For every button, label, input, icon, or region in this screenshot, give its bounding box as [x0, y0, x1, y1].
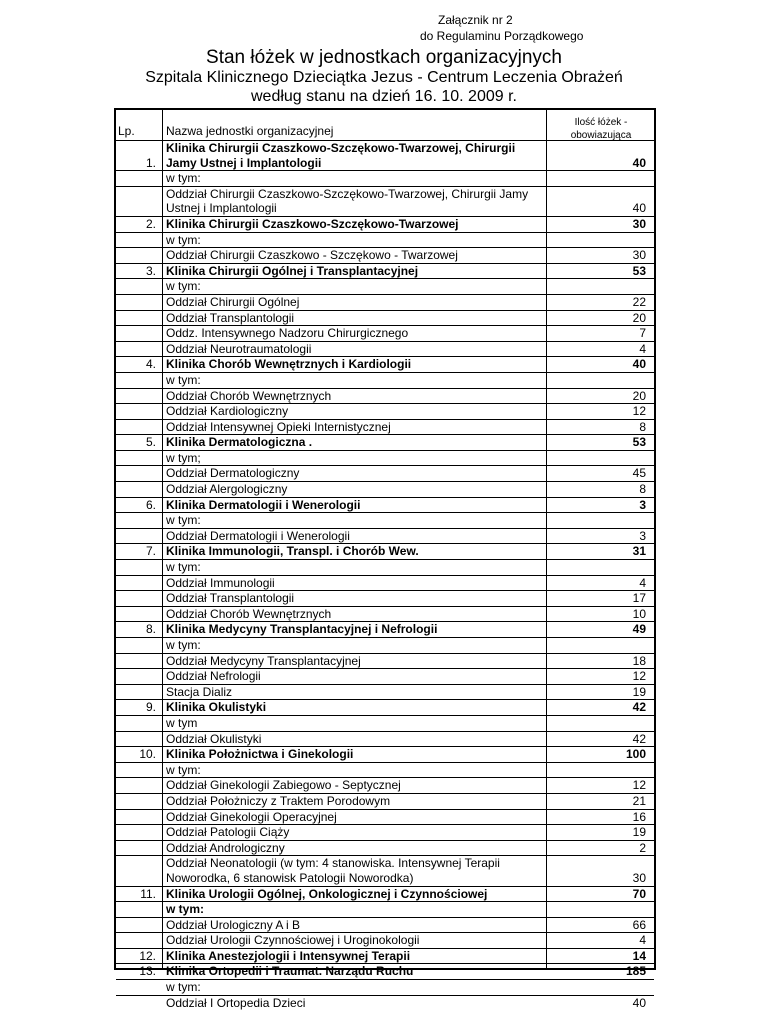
- table-row: [116, 465, 654, 481]
- table-row: [116, 653, 654, 669]
- row-bed-count: 3: [639, 528, 646, 543]
- row-unit-name: w tym:: [166, 560, 201, 575]
- row-lp: 4.: [145, 357, 156, 372]
- row-unit-name: w tym:: [166, 902, 205, 917]
- table-row: [116, 170, 654, 186]
- row-bed-count: 53: [632, 435, 646, 450]
- row-lp: 10.: [139, 747, 156, 762]
- row-unit-name: Klinika Immunologii, Transpl. i Chorób Wew.: [166, 544, 419, 559]
- table-row: [116, 793, 654, 809]
- table-row: [116, 809, 654, 825]
- row-unit-name: Oddział Neurotraumatologii: [166, 341, 312, 356]
- table-row: [116, 948, 654, 964]
- row-lp: 6.: [145, 497, 156, 512]
- row-unit-name: Oddział Andrologiczny: [166, 840, 285, 855]
- row-unit-name: Oddział Położniczy z Traktem Porodowym: [166, 793, 391, 808]
- table-row: [116, 497, 654, 513]
- row-bed-count: 20: [632, 310, 646, 325]
- row-unit-name: w tym:: [166, 372, 201, 387]
- document-subtitle: Szpitala Klinicznego Dzieciątka Jezus - Centrum Leczenia Obrażeń: [145, 69, 623, 86]
- row-unit-name: Oddział Intensywnej Opieki Internistycznej: [166, 419, 391, 434]
- row-bed-count: 66: [632, 917, 646, 932]
- row-bed-count: 31: [632, 544, 646, 559]
- table-row: [116, 528, 654, 544]
- row-unit-name: Oddział Dermatologiczny: [166, 466, 300, 481]
- row-unit-name: Stacja Dializ: [166, 684, 233, 699]
- row-bed-count: 100: [625, 747, 646, 762]
- row-bed-count: 19: [632, 825, 646, 840]
- row-unit-name: Oddział Chirurgii Ogólnej: [166, 294, 300, 309]
- row-bed-count: 12: [632, 669, 646, 684]
- document-title: Stan łóżek w jednostkach organizacyjnych: [206, 47, 562, 68]
- row-bed-count: 45: [632, 466, 646, 481]
- table-row: [116, 886, 654, 902]
- table-row: [116, 434, 654, 450]
- row-unit-name: Oddz. Intensywnego Nadzoru Chirurgicznego: [166, 326, 409, 341]
- row-unit-name: Klinika Anestezjologii i Intensywnej Terapii: [166, 948, 411, 963]
- table-row: [116, 637, 654, 653]
- beds-table: [114, 108, 656, 1010]
- row-bed-count: 30: [632, 248, 646, 263]
- row-unit-name: w tym:: [166, 279, 201, 294]
- table-row: [116, 590, 654, 606]
- row-unit-name: Oddział Neonatologii (w tym: 4 stanowiska. Intensywnej Terapii Noworodka, 6 stanowisk Patologii Noworodka): [166, 856, 500, 885]
- row-bed-count: 12: [632, 778, 646, 793]
- row-unit-name: Klinika Medycyny Transplantacyjnej i Nefrologii: [166, 622, 438, 637]
- row-lp: 13.: [139, 964, 156, 979]
- table-row: [116, 543, 654, 559]
- row-unit-name: Klinika Urologii Ogólnej, Onkologicznej i Czynnościowej: [166, 886, 488, 901]
- row-unit-name: Klinika Dermatologii i Wenerologii: [166, 497, 361, 512]
- row-bed-count: 42: [632, 700, 646, 715]
- table-row: [116, 606, 654, 622]
- table-row: [116, 621, 654, 637]
- row-bed-count: 30: [632, 216, 646, 231]
- row-bed-count: 21: [632, 793, 646, 808]
- table-row: [116, 186, 654, 216]
- row-unit-name: Oddział Chirurgii Czaszkowo-Szczękowo-Twarzowej, Chirurgii Jamy Ustnej i Implantologii: [166, 186, 529, 216]
- table-row: [116, 341, 654, 357]
- table-row: [116, 325, 654, 341]
- table-row: [116, 855, 654, 885]
- row-unit-name: Oddział Urologii Czynnościowej i Uroginokologii: [166, 933, 420, 948]
- row-lp: 9.: [145, 700, 156, 715]
- row-bed-count: 49: [632, 622, 646, 637]
- header-lp: Lp.: [118, 124, 135, 138]
- table-row: [116, 746, 654, 762]
- row-unit-name: w tym:: [166, 171, 201, 186]
- row-unit-name: Klinika Dermatologiczna .: [166, 435, 313, 450]
- row-bed-count: 40: [632, 155, 646, 170]
- table-row: [116, 684, 654, 700]
- row-unit-name: Klinika Okulistyki: [166, 700, 267, 715]
- table-row: [116, 356, 654, 372]
- row-bed-count: 4: [639, 933, 646, 948]
- row-unit-name: Oddział Nefrologii: [166, 669, 261, 684]
- row-lp: 3.: [145, 263, 156, 278]
- row-bed-count: 14: [632, 948, 646, 963]
- table-row: [116, 403, 654, 419]
- row-unit-name: w tym:: [166, 980, 201, 995]
- row-unit-name: Oddział Ginekologii Zabiegowo - Septycznej: [166, 778, 401, 793]
- row-unit-name: w tym: [166, 715, 198, 730]
- table-row: [116, 450, 654, 466]
- row-bed-count: 12: [632, 404, 646, 419]
- table-row: [116, 310, 654, 326]
- row-bed-count: 40: [632, 201, 646, 216]
- table-row: [116, 232, 654, 248]
- row-bed-count: 10: [632, 606, 646, 621]
- row-bed-count: 8: [639, 482, 646, 497]
- row-lp: 2.: [145, 216, 156, 231]
- row-bed-count: 4: [639, 341, 646, 356]
- row-unit-name: Klinika Ortopedii i Traumat. Narządu Ruchu: [166, 964, 414, 979]
- table-row: [116, 512, 654, 528]
- table-row: [116, 388, 654, 404]
- row-unit-name: w tym:: [166, 762, 201, 777]
- row-unit-name: Oddział Transplantologii: [166, 591, 295, 606]
- row-unit-name: Oddział Medycyny Transplantacyjnej: [166, 653, 361, 668]
- table-row: [116, 777, 654, 793]
- header-name: Nazwa jednostki organizacyjnej: [166, 124, 334, 138]
- row-unit-name: Oddział Patologii Ciąży: [166, 825, 290, 840]
- row-unit-name: Oddział Chorób Wewnętrznych: [166, 388, 332, 403]
- table-row: [116, 917, 654, 933]
- header-count: Ilość łóżek - obowiazująca: [570, 117, 632, 141]
- row-unit-name: w tym;: [166, 450, 201, 465]
- table-row: [116, 419, 654, 435]
- row-bed-count: 42: [632, 731, 646, 746]
- table-row: [116, 824, 654, 840]
- annex-number: Załącznik nr 2: [438, 13, 513, 27]
- table-row: [116, 559, 654, 575]
- row-lp: 5.: [145, 435, 156, 450]
- table-row: [116, 963, 654, 979]
- table-row: [116, 263, 654, 279]
- table-row: [116, 216, 654, 232]
- table-row: [116, 715, 654, 731]
- row-unit-name: Klinika Chirurgii Czaszkowo-Szczękowo-Twarzowej: [166, 216, 459, 231]
- row-bed-count: 22: [632, 294, 646, 309]
- row-unit-name: Oddział Chorób Wewnętrznych: [166, 606, 332, 621]
- table-row: [116, 278, 654, 294]
- row-bed-count: 20: [632, 388, 646, 403]
- row-unit-name: Oddział Urologiczny A i B: [166, 917, 301, 932]
- row-bed-count: 16: [632, 809, 646, 824]
- table-row: [116, 294, 654, 310]
- row-unit-name: w tym:: [166, 638, 201, 652]
- row-unit-name: Oddział Immunologii: [166, 575, 275, 590]
- row-unit-name: Oddział Alergologiczny: [166, 482, 288, 497]
- document-date: według stanu na dzień 16. 10. 2009 r.: [251, 88, 517, 105]
- table-row: [116, 699, 654, 715]
- row-lp: 8.: [145, 622, 156, 637]
- table-row: [116, 372, 654, 388]
- row-unit-name: w tym:: [166, 513, 201, 528]
- annex-regulation: do Regulaminu Porządkowego: [420, 29, 584, 43]
- table-row: [116, 901, 654, 917]
- row-bed-count: 185: [625, 964, 646, 979]
- row-bed-count: 70: [632, 886, 646, 901]
- row-bed-count: 4: [639, 575, 646, 590]
- row-unit-name: Klinika Położnictwa i Ginekologii: [166, 747, 354, 762]
- table-row: [116, 932, 654, 948]
- table-row: [116, 668, 654, 684]
- table-row: [116, 979, 654, 995]
- row-bed-count: 19: [632, 684, 646, 699]
- table-row: [116, 731, 654, 747]
- row-lp: 1.: [145, 155, 156, 170]
- row-lp: 11.: [140, 886, 156, 901]
- row-unit-name: Oddział Ginekologii Operacyjnej: [166, 809, 337, 824]
- row-unit-name: Oddział I Ortopedia Dzieci: [166, 995, 306, 1010]
- row-unit-name: Oddział Chirurgii Czaszkowo - Szczękowo - Twarzowej: [166, 248, 458, 263]
- row-bed-count: 8: [639, 419, 646, 434]
- row-unit-name: Klinika Chorób Wewnętrznych i Kardiologii: [166, 357, 412, 372]
- table-row: [116, 247, 654, 263]
- table-row: [116, 140, 654, 170]
- row-bed-count: 30: [632, 870, 646, 885]
- row-unit-name: Oddział Dermatologii i Wenerologii: [166, 528, 350, 543]
- row-bed-count: 40: [632, 357, 646, 372]
- table-row: [116, 762, 654, 778]
- row-lp: 7.: [145, 544, 156, 559]
- row-bed-count: 17: [632, 591, 646, 606]
- table-row: [116, 995, 654, 1010]
- table-row: [116, 481, 654, 497]
- row-bed-count: 3: [639, 497, 646, 512]
- row-bed-count: 53: [632, 263, 646, 278]
- row-bed-count: 2: [639, 840, 646, 855]
- row-bed-count: 7: [639, 326, 646, 341]
- row-unit-name: Oddział Transplantologii: [166, 310, 295, 325]
- table-body: [116, 140, 654, 1010]
- row-lp: 12.: [139, 948, 156, 963]
- table-row: [116, 840, 654, 856]
- row-unit-name: Klinika Chirurgii Czaszkowo-Szczękowo-Twarzowej, Chirurgii Jamy Ustnej i Implantologii: [166, 141, 516, 170]
- row-unit-name: Klinika Chirurgii Ogólnej i Transplantacyjnej: [166, 263, 419, 278]
- row-bed-count: 18: [632, 653, 646, 668]
- row-unit-name: w tym:: [166, 232, 201, 247]
- row-bed-count: 40: [632, 995, 646, 1010]
- row-unit-name: Oddział Okulistyki: [166, 731, 262, 746]
- table-row: [116, 575, 654, 591]
- row-unit-name: Oddział Kardiologiczny: [166, 404, 289, 419]
